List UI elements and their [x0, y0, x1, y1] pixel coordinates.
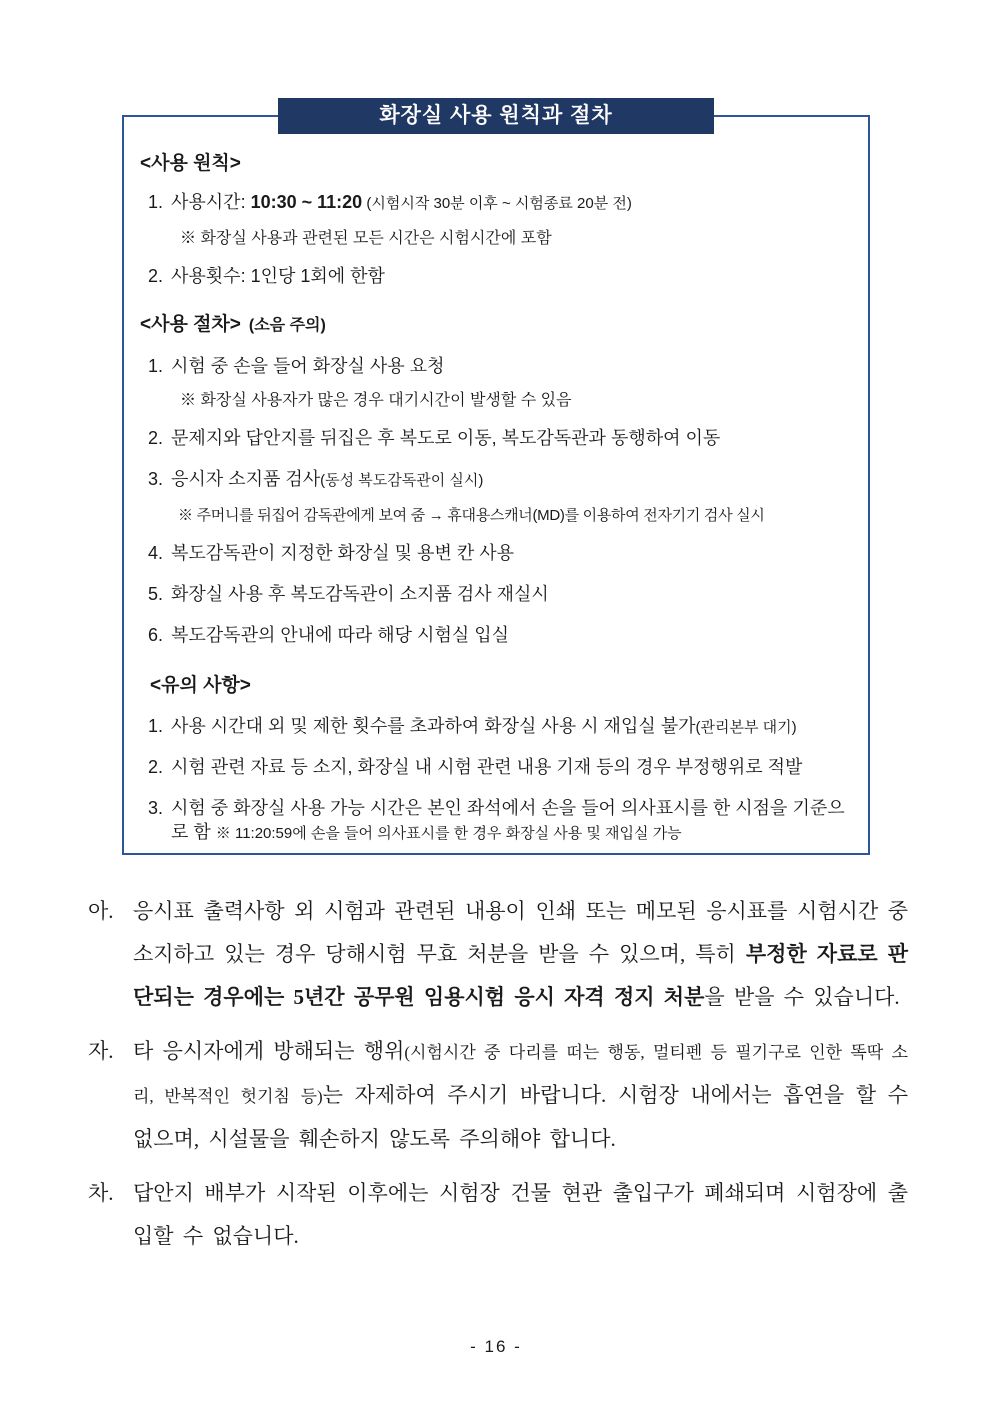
item-number: 2. [148, 757, 164, 777]
item-number: 2. [148, 428, 164, 448]
item-text: 화장실 사용 후 복도감독관이 소지품 검사 재실시 [171, 584, 549, 604]
section-heading-suffix: (소음 주의) [248, 317, 326, 334]
item-text: 복도감독관이 지정한 화장실 및 용변 칸 사용 [171, 543, 515, 563]
section-heading-usage-principles: <사용 원칙> [140, 153, 241, 174]
list-item [140, 264, 852, 288]
item-text: 복도감독관의 안내에 따라 해당 시험실 입실 [171, 625, 510, 645]
item-number: 5. [148, 584, 164, 604]
item-text: 시험 관련 자료 등 소지, 화장실 내 시험 관련 내용 기재 등의 경우 부정행위로 적발 [171, 757, 803, 777]
paragraph-label: 차. [88, 1181, 114, 1205]
item-note: ※ 화장실 사용과 관련된 모든 시간은 시험시간에 포함 [180, 230, 552, 247]
paragraph-text: 답안지 배부가 시작된 이후에는 시험장 건물 현관 출입구가 폐쇄되며 시험장에 출입할 수 없습니다. [133, 1181, 908, 1248]
list-item [140, 714, 852, 740]
section-heading-cautions: <유의 사항> [150, 675, 251, 696]
item-text: 사용횟수: 1인당 1회에 한함 [171, 266, 385, 286]
item-text: 문제지와 답안지를 뒤집은 후 복도로 이동, 복도감독관과 동행하여 이동 [171, 428, 721, 448]
box-body [122, 115, 870, 855]
item-text: 사용시간: 10:30 ~ 11:20 (시험시작 30분 이후 ~ 시험종료 20분 전) [171, 192, 632, 212]
item-number: 1. [148, 192, 164, 212]
paragraph-label: 자. [88, 1039, 114, 1063]
body-paragraphs [88, 890, 908, 1258]
paragraph-ah [88, 890, 908, 1019]
list-item [140, 190, 852, 216]
section-heading-text: <사용 절차> [140, 314, 241, 335]
item-text: 응시자 소지품 검사(동성 복도감독관이 실시) [171, 469, 484, 489]
list-item [140, 623, 852, 647]
list-item [140, 467, 852, 493]
box-title: 화장실 사용 원칙과 절차 [278, 98, 714, 134]
paragraph-cha [88, 1172, 908, 1258]
paragraph-label: 아. [88, 899, 114, 923]
section-heading-usage-procedure [140, 314, 852, 337]
toilet-rules-box [122, 98, 870, 855]
item-number: 1. [148, 716, 164, 736]
item-number: 1. [148, 356, 164, 376]
item-number: 2. [148, 266, 164, 286]
item-number: 3. [148, 469, 164, 489]
item-note: ※ 주머니를 뒤집어 감독관에게 보여 줌 → 휴대용스캐너(MD)를 이용하여 전자기기 검사 실시 [178, 507, 765, 524]
item-number: 3. [148, 798, 164, 818]
item-text: 시험 중 손을 들어 화장실 사용 요청 [171, 356, 445, 376]
list-item [140, 354, 852, 378]
page-number: - 16 - [470, 1337, 522, 1356]
item-number: 6. [148, 625, 164, 645]
list-item [140, 541, 852, 565]
list-item [140, 426, 852, 450]
paragraph-text: 타 응시자에게 방해되는 행위(시험시간 중 다리를 떠는 행동, 멀티펜 등 필기구로 인한 똑딱 소리, 반복적인 헛기침 등)는 자제하여 주시기 바랍니다. 시험장 내에서는 흡연을 할 수 없으며, 시설물을 훼손하지 않도록 주의해야 합니다. [133, 1039, 908, 1151]
item-number: 4. [148, 543, 164, 563]
paragraph-text: 응시표 출력사항 외 시험과 관련된 내용이 인쇄 또는 메모된 응시표를 시험시간 중 소지하고 있는 경우 당해시험 무효 처분을 받을 수 있으며, 특히 부정한 자료로 판단되는 경우에는 5년간 공무원 임용시험 응시 자격 정지 처분을 받을 수 있습니다. [133, 899, 908, 1009]
list-item [140, 582, 852, 606]
list-item [140, 796, 852, 846]
item-text: 시험 중 화장실 사용 가능 시간은 본인 좌석에서 손을 들어 의사표시를 한 시점을 기준으로 함 ※ 11:20:59에 손을 들어 의사표시를 한 경우 화장실 사용 및 재입실 가능 [171, 798, 845, 842]
item-note: ※ 화장실 사용자가 많은 경우 대기시간이 발생할 수 있음 [180, 392, 572, 409]
list-item [140, 755, 852, 779]
item-text: 사용 시간대 외 및 제한 횟수를 초과하여 화장실 사용 시 재입실 불가(관리본부 대기) [171, 716, 797, 736]
paragraph-ja [88, 1030, 908, 1161]
